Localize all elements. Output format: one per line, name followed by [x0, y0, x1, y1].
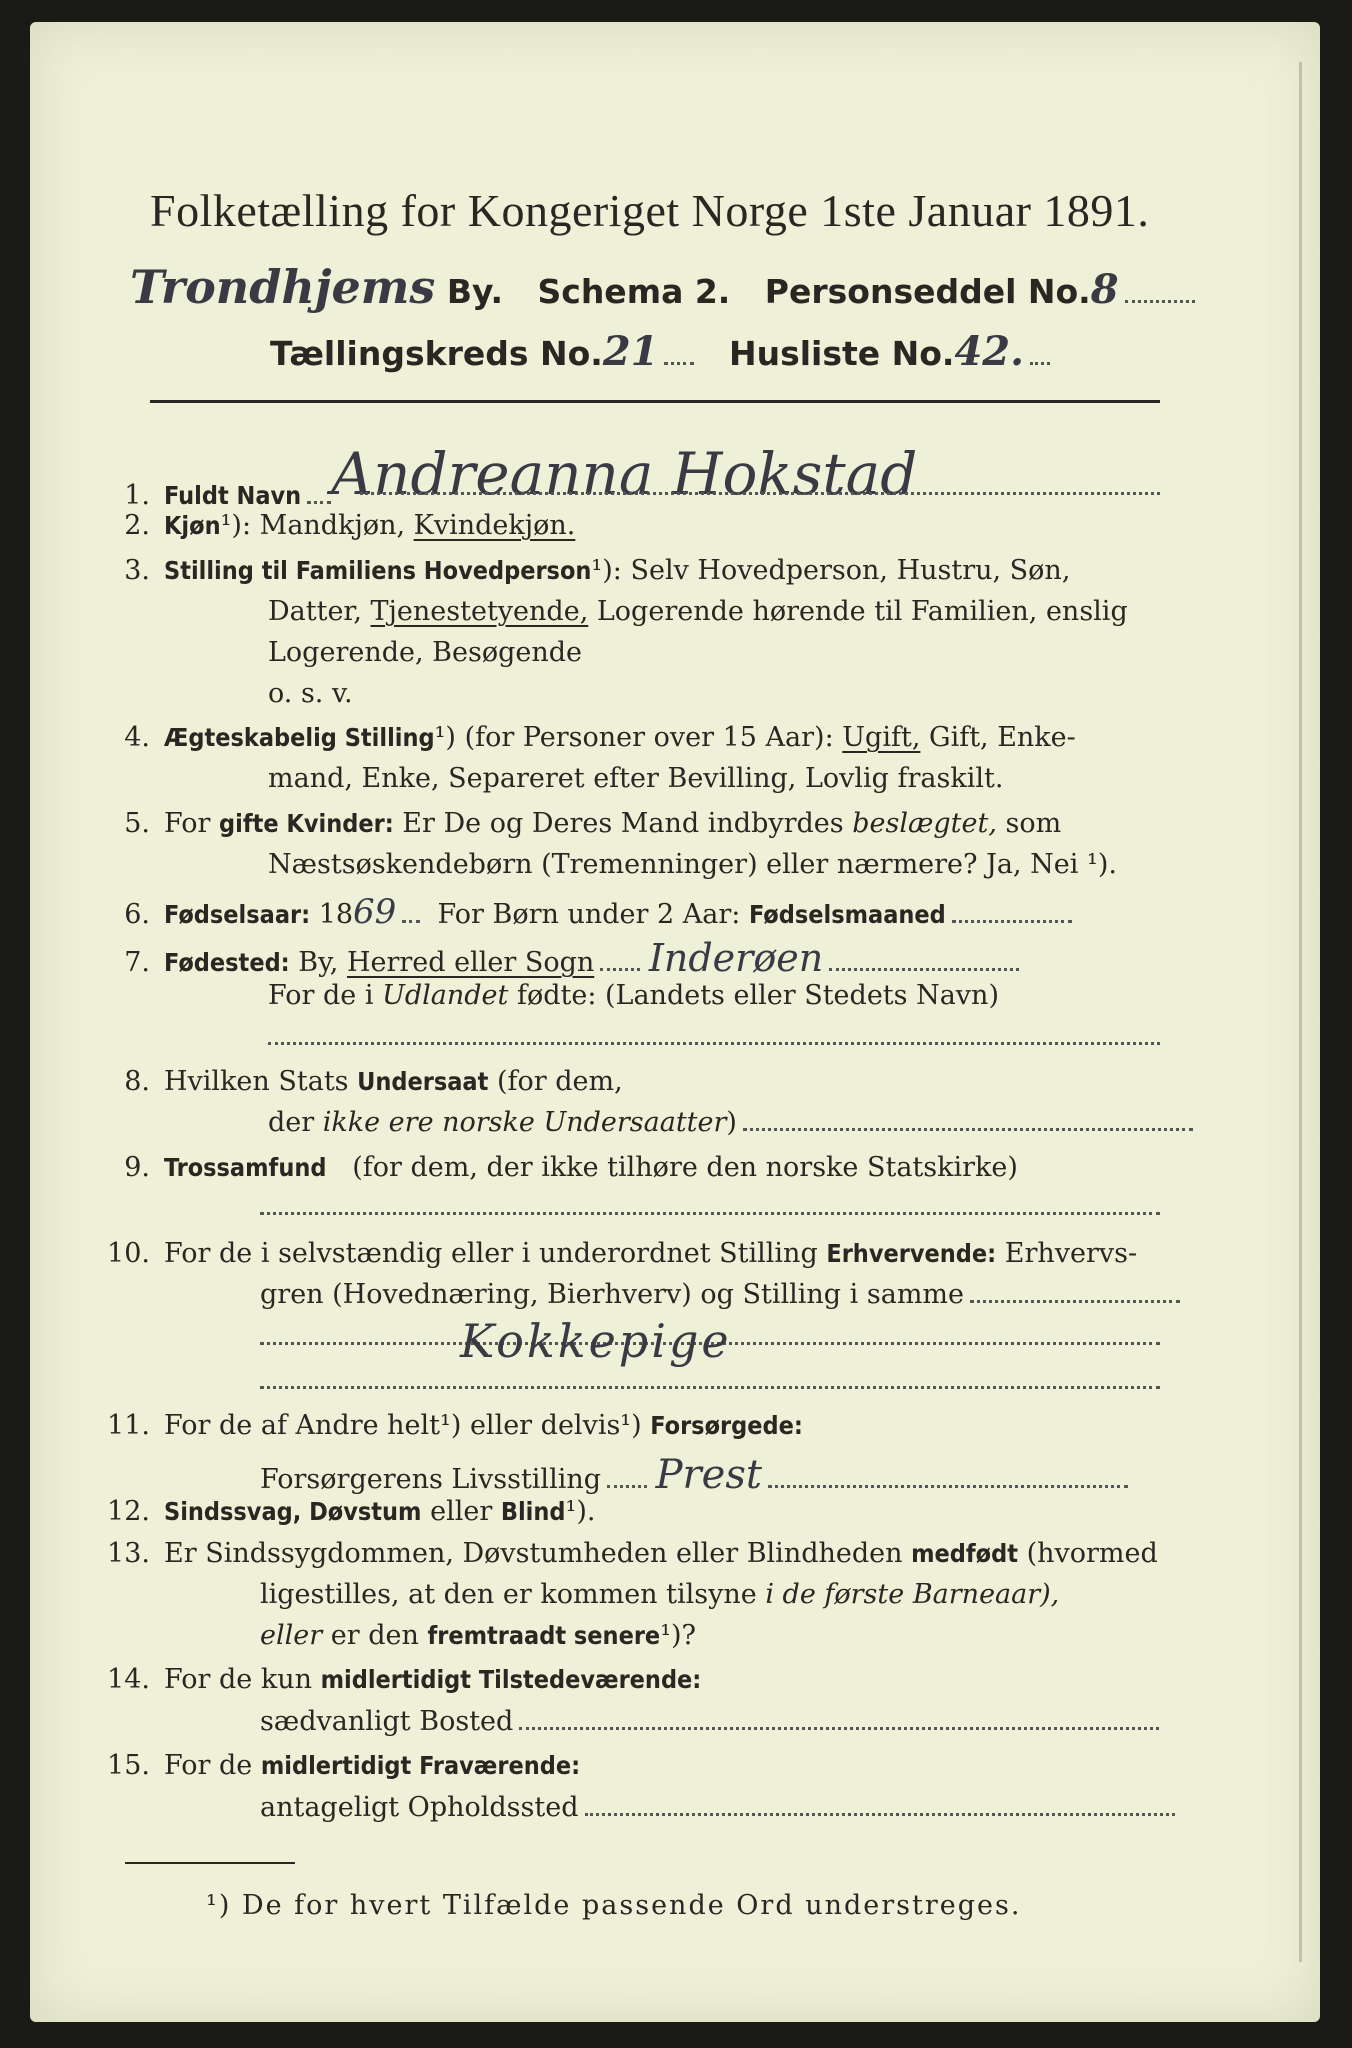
taellingskreds-label: Tællingskreds No. — [270, 334, 603, 373]
q7-birthplace-line-1: 7. Fødested: By, Herred eller Sogn Inderøen — [90, 936, 1019, 980]
q6-answer: 69 — [353, 892, 397, 932]
q11-support-line-2: Forsørgerens Livsstilling Prest — [260, 1452, 1128, 1498]
q3-position-line-4: o. s. v. — [268, 678, 353, 709]
q11-answer: Prest — [655, 1452, 762, 1498]
q3-position-line-3: Logerende, Besøgende — [268, 637, 582, 668]
schema-label: Schema 2. — [537, 272, 731, 311]
q11-support-line-1: 11. For de af Andre helt¹) eller delvis¹) Forsørgede: — [107, 1410, 803, 1441]
q12-disability: 12. Sindssvag, Døvstum eller Blind¹). — [107, 1496, 596, 1527]
husliste-number: 42. — [954, 328, 1025, 375]
q5-married-line-1: 5. For gifte Kvinder: Er De og Deres Mand indbyrdes beslægtet, som — [124, 808, 1062, 839]
q3-position-line-2: Datter, Tjenestetyende, Logerende hørende til Familien, enslig — [268, 596, 1128, 627]
q6-birth-year: 6. Fødselsaar: 1869 For Børn under 2 Aar: Fødselsmaaned — [90, 892, 1072, 932]
q1-full-name: 1. Fuldt Navn Andreanna Hokstad — [124, 440, 918, 511]
form-title: Folketælling for Kongeriget Norge 1ste Januar 1891. — [150, 185, 1150, 236]
q13-congenital-line-2: ligestilles, at den er kommen tilsyne i de første Barneaar), — [260, 1579, 1060, 1610]
q9-religion: 9. Trossamfund (for dem, der ikke tilhøre den norske Statskirke) — [124, 1152, 1018, 1183]
page-edge — [1299, 62, 1302, 1962]
q10-occupation-line-1: 10. For de i selvstændig eller i underordnet Stilling Erhvervende: Erhvervs- — [107, 1238, 1138, 1269]
q14-temporary-present-line-2: sædvanligt Bosted — [260, 1706, 1159, 1737]
q1-label: Fuldt Navn — [164, 481, 302, 510]
q4-underlined-answer: Ugift, — [842, 722, 921, 753]
q7-birthplace-line-2: For de i Udlandet fødte: (Landets eller Stedets Navn) — [268, 980, 999, 1011]
q7-answer-line — [268, 1042, 1160, 1045]
header-row-1 — [130, 260, 1195, 314]
q5-married-line-2: Næstsøskendebørn (Tremenninger) eller nærmere? Ja, Nei ¹). — [268, 849, 1117, 880]
personseddel-number: 8 — [1090, 266, 1119, 313]
header-row-2 — [270, 328, 1050, 375]
q2-sex: 2. Kjøn¹): Mandkjøn, Kvindekjøn. — [124, 510, 576, 541]
q2-underlined-answer: Kvindekjøn. — [413, 510, 576, 541]
q14-temporary-present-line-1: 14. For de kun midlertidigt Tilstedeværende: — [107, 1664, 702, 1695]
footnote-divider — [125, 1862, 295, 1864]
q13-congenital-line-1: 13. Er Sindssygdommen, Døvstumheden eller Blindheden medfødt (hvormed — [107, 1538, 1158, 1569]
q10-occupation-line-2: gren (Hovednæring, Bierhverv) og Stilling i samme — [260, 1279, 1180, 1310]
city-handwritten: Trondhjems — [130, 260, 436, 314]
q15-temporary-absent-line-2: antageligt Opholdssted — [260, 1792, 1175, 1823]
q8-citizenship-line-1: 8. Hvilken Stats Undersaat (for dem, — [124, 1066, 623, 1097]
q13-congenital-line-3: eller er den fremtraadt senere¹)? — [260, 1620, 697, 1651]
by-label: By. — [446, 272, 504, 311]
footnote: ¹) De for hvert Tilfælde passende Ord understreges. — [206, 1890, 1022, 1921]
q15-temporary-absent-line-1: 15. For de midlertidigt Fraværende: — [107, 1750, 581, 1781]
q3-position-line-1: 3. Stilling til Familiens Hovedperson¹): Selv Hovedperson, Hustru, Søn, — [124, 555, 1071, 586]
q8-citizenship-line-2: der ikke ere norske Undersaatter) — [268, 1107, 1193, 1138]
q4-marital-line-2: mand, Enke, Separeret efter Bevilling, Lovlig fraskilt. — [268, 763, 1004, 794]
q1-answer: Andreanna Hokstad — [331, 440, 918, 508]
husliste-label: Husliste No. — [728, 334, 955, 373]
census-form-page — [30, 22, 1320, 2022]
q10-answer: Kokkepige — [460, 1314, 732, 1368]
q3-underlined-answer: Tjenestetyende, — [370, 596, 589, 627]
q10-answer-line-2 — [260, 1386, 1160, 1389]
q7-answer: Inderøen — [648, 936, 824, 980]
personseddel-label: Personseddel No. — [764, 272, 1091, 311]
taellingskreds-number: 21 — [602, 328, 659, 375]
header-divider — [150, 400, 1160, 403]
q4-marital-line-1: 4. Ægteskabelig Stilling¹) (for Personer over 15 Aar): Ugift, Gift, Enke- — [124, 722, 1076, 753]
q9-answer-line — [260, 1212, 1160, 1215]
q1-answer-line — [360, 492, 1160, 495]
